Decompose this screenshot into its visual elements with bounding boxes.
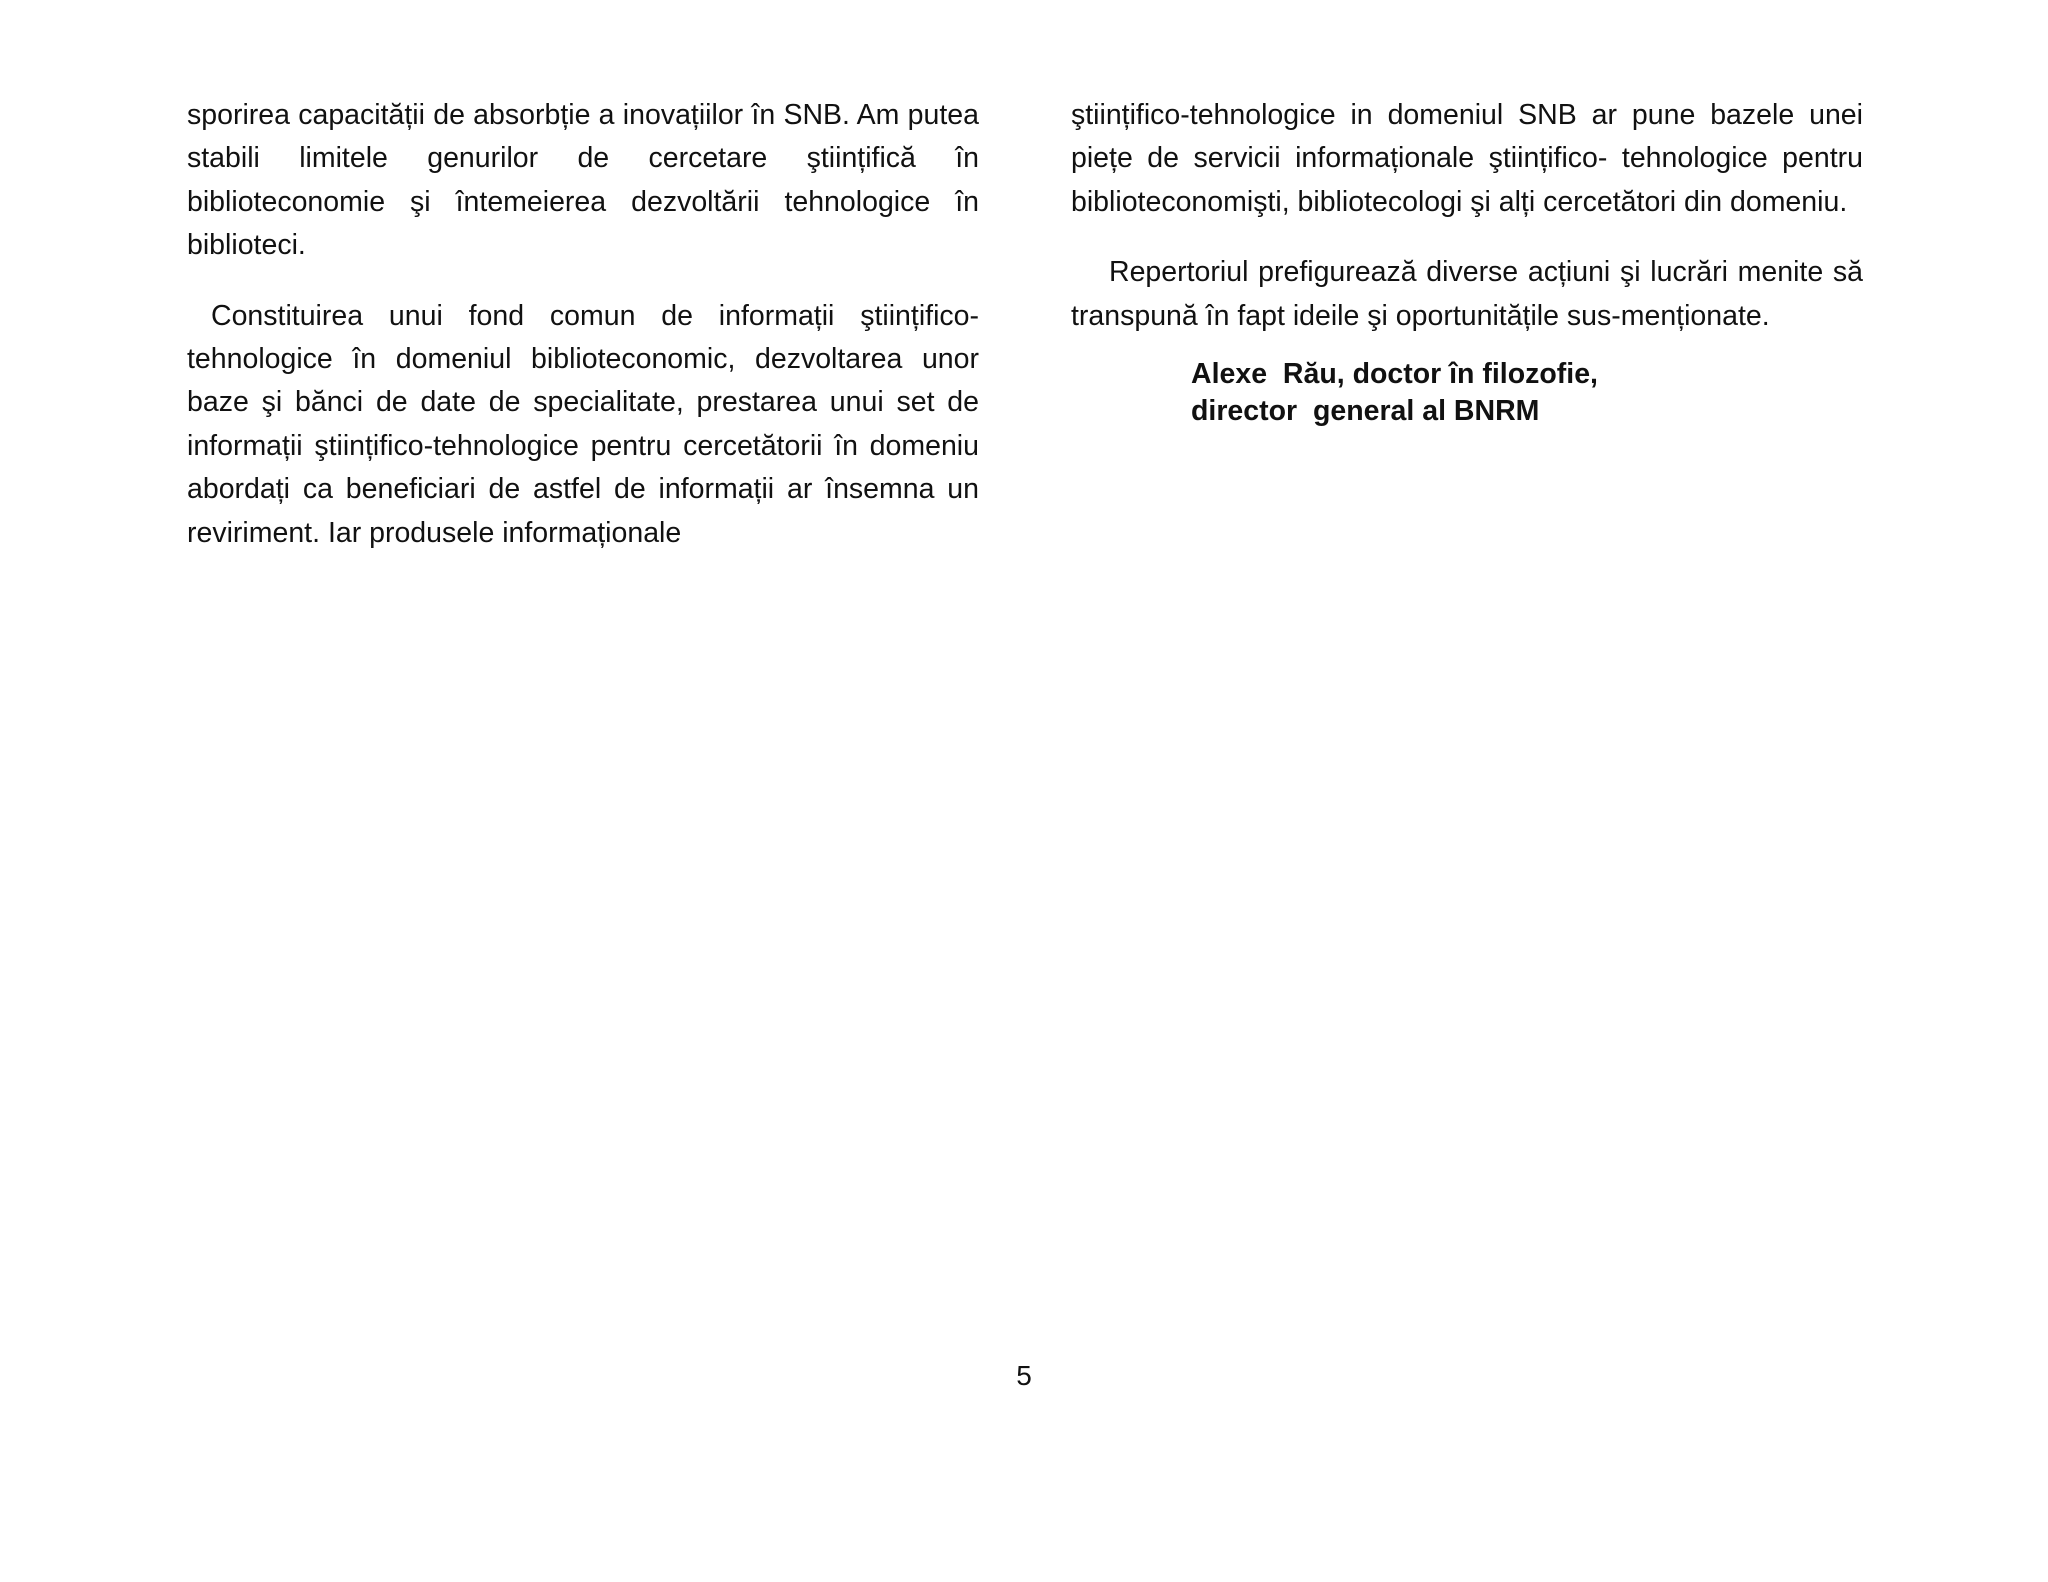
page-number: 5: [1016, 1360, 1032, 1391]
left-paragraph-1: sporirea capacității de absorbție a inovațiilor în SNB. Am putea stabili limitele genurilor de cercetare ştiințifică în biblioteconomie şi întemeierea dezvoltării tehnologice în biblioteci.: [187, 99, 979, 262]
author-signature: [1191, 356, 1863, 430]
left-column: [187, 94, 979, 555]
right-paragraph-1: ştiințifico-tehnologice in domeniul SNB ar pune bazele unei piețe de servicii informaționale ştiințifico- tehnologice pentru biblioteconomişti, bibliotecologi şi alți cercetători din domeniu.: [1071, 99, 1863, 218]
left-paragraph-2: Constituirea unui fond comun de informații ştiințifico-tehnologice în domeniul biblioteconomic, dezvoltarea unor baze şi bănci de date de specialitate, prestarea unui set de informații ştiințifico-tehnologice pentru cercetătorii în domeniu abordați ca beneficiari de astfel de informații ar însemna un reviriment. Iar produsele informaționale: [187, 299, 979, 549]
right-column: [1071, 94, 1863, 430]
signature-name: Alexe Rău, doctor în filozofie,: [1191, 358, 1598, 391]
right-paragraph-2: Repertoriul prefigurează diverse acțiuni şi lucrări menite să transpună în fapt ideile şi oportunitățile sus-menționate.: [1071, 256, 1863, 332]
signature-title: director general al BNRM: [1191, 395, 1540, 428]
